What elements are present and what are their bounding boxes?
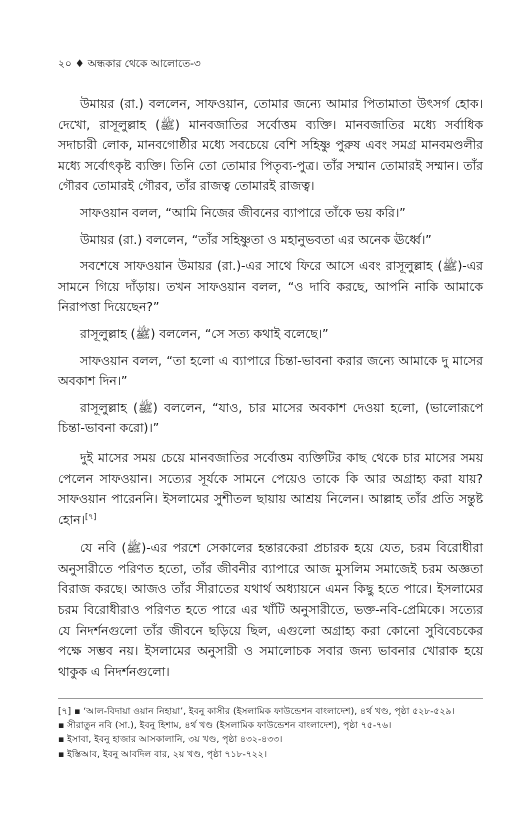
page-number: ২০ (58, 58, 72, 70)
paragraph: সাফওয়ান বলল, “তা হলো এ ব্যাপারে চিন্তা-ভাবনা করার জন্যে আমাকে দু মাসের অবকাশ দিন।” (58, 352, 483, 389)
running-title: অন্ধকার থেকে আলোতে-৩ (87, 58, 201, 70)
footnote-entry: ▪ সীরাতুন নবি (সা.), ইবনু হিশাম, ৪র্থ খণ্ড (ইসলামিক ফাউন্ডেশন বাংলাদেশ), পৃষ্ঠা ৭৫-৭৬। (58, 720, 392, 732)
footnote-entry: ▪ ইস্তিআব, ইবনু আবদিল বার, ২য় খণ্ড, পৃষ্ঠা ৭১৮-৭২২। (58, 748, 268, 760)
running-header (58, 57, 201, 74)
footnote-reference[interactable]: [৭] (84, 511, 97, 521)
paragraph-text: দুই মাসের সময় চেয়ে মানবজাতির সর্বোত্তম ব্যক্তিটির কাছ থেকে চার মাসের সময় পেলেন সাফওয়ান। সত্যের সূর্যকে সামনে পেয়েও তাকে কি আর অগ্রাহ্য করা যায়? সাফওয়ান পারেননি। ইসলামের সুশীতল ছায়ায় আশ্রয় নিলেন। আল্লাহ তাঁর প্রতি সন্তুষ্ট হোন। (58, 449, 483, 527)
footnote-divider (58, 698, 483, 699)
footnote-entry: ▪ ইসাবা, ইবনু হাজার আসকালানি, ৩য় খণ্ড, পৃষ্ঠা ৪৩২-৪৩৩। (58, 734, 283, 746)
paragraph: উমায়র (রা.) বললেন, সাফওয়ান, তোমার জন্যে আমার পিতামাতা উৎসর্গ হোক। দেখো, রাসূলুল্লাহ (ﷺ) মানবজাতির সর্বোত্তম ব্যক্তি। মানবজাতির মধ্যে সর্বাধিক সদাচারী লোক, মানবগোষ্ঠীর মধ্যে সবচেয়ে বেশি সহিষ্ণু পুরুষ এবং সমগ্র মানবমণ্ডলীর মধ্যে সর্বোৎকৃষ্ট ব্যক্তি। তিনি তো তোমার পিতৃব্য-পুত্র। তাঁর সম্মান তোমারই সম্মান। তাঁর গৌরব তোমারই গৌরব, তাঁর রাজত্ব তোমারই রাজত্ব। (58, 96, 484, 194)
footnote-entry: [৭] ▪ ‘আল-বিদায়া ওয়ান নিহায়া’, ইবনু কাসীর (ইসলামিক ফাউন্ডেশন বাংলাদেশ), ৪র্থ খণ্ড, পৃষ্ঠা ৫২৮-৫২৯। (58, 706, 455, 717)
paragraph: সবশেষে সাফওয়ান উমায়র (রা.)-এর সাথে ফিরে আসে এবং রাসূলুল্লাহ (ﷺ)-এর সামনে গিয়ে দাঁড়ায়। তখন সাফওয়ান বলল, “ও দাবি করছে, আপনি নাকি আমাকে নিরাপত্তা দিয়েছেন?” (58, 258, 483, 315)
paragraph: উমায়র (রা.) বললেন, “তাঁর সহিষ্ণুতা ও মহানুভবতা এর অনেক ঊর্ধ্বে।” (80, 231, 432, 247)
paragraph: যে নবি (ﷺ)-এর পরশে সেকালের হন্তারকেরা প্রচারক হয়ে যেত, চরম বিরোধীরা অনুসারীতে পরিণত হতো, তাঁর জীবনীর ব্যাপারে আজ মুসলিম সমাজেই চরম অজ্ঞতা বিরাজ করছে। আজও তাঁর সীরাতের যথার্থ অধ্যায়নে এমন কিছু হতে পারে। ইসলামের চরম বিরোধীরাও পরিণত হতে পারে এর খাঁটি অনুসারীতে, ভক্ত-নবি-প্রেমিকে। সত্যের যে নিদর্শনগুলো তাঁর জীবনে ছড়িয়ে ছিল, এগুলো অগ্রাহ্য করা কোনো সুবিবেচকের পক্ষে সম্ভব নয়। ইসলামের অনুসারী ও সমালোচক সবার জন্য ভাবনার খোরাক হয়ে থাকুক এ নিদর্শনগুলো। (58, 540, 484, 679)
paragraph-with-footnote (58, 448, 483, 530)
body-text (58, 94, 483, 688)
paragraph: রাসূলুল্লাহ (ﷺ) বললেন, “যাও, চার মাসের অবকাশ দেওয়া হলো, (ভালোরূপে চিন্তা-ভাবনা করো)।” (58, 399, 484, 436)
paragraph: রাসূলুল্লাহ (ﷺ) বললেন, “সে সত্য কথাই বলেছে।” (80, 325, 329, 341)
paragraph: সাফওয়ান বলল, “আমি নিজের জীবনের ব্যাপারে তাঁকে ভয় করি।” (80, 204, 406, 220)
header-separator-icon: ♦ (75, 58, 85, 70)
footnotes (58, 705, 483, 762)
